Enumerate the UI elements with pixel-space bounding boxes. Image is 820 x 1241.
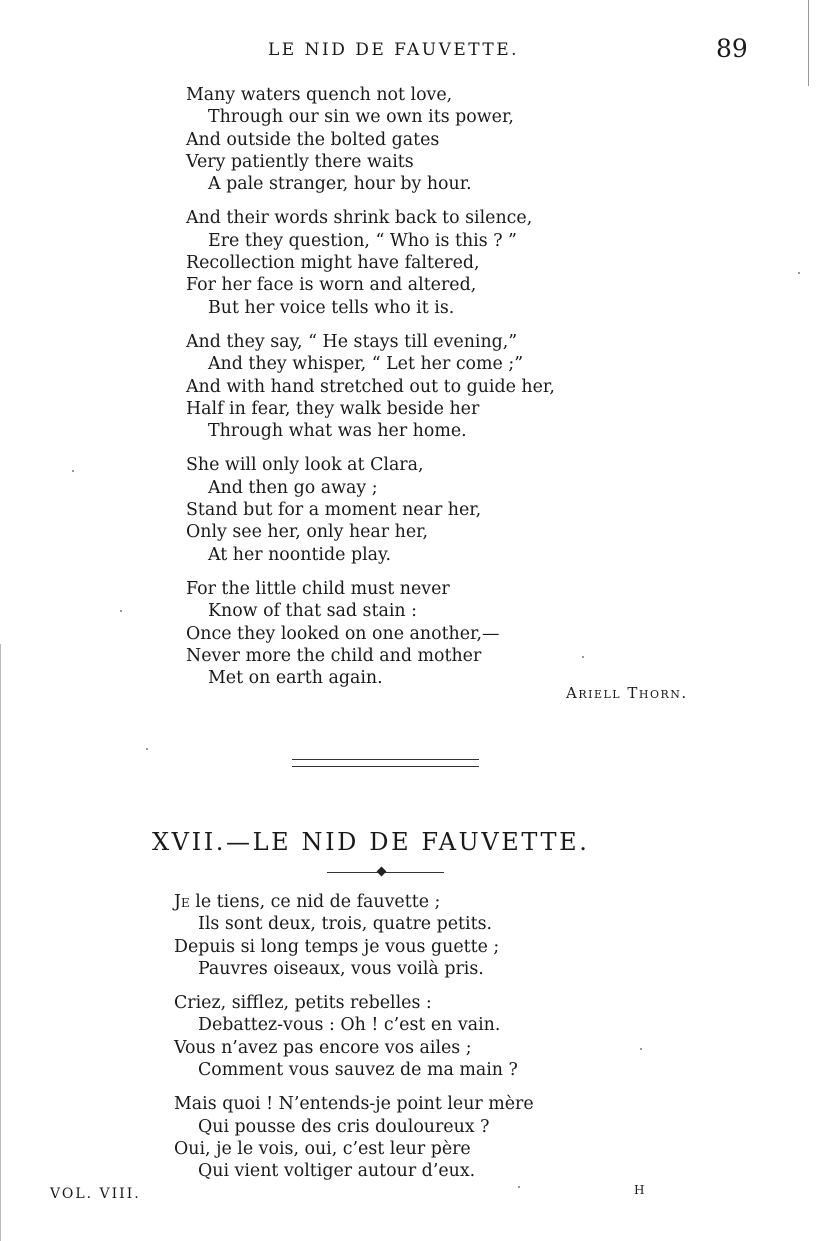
poem-line: Qui vient voltiger autour d’eux. <box>198 1161 476 1182</box>
poem-line: At her noontide play. <box>208 544 392 565</box>
stanza <box>174 1093 534 1182</box>
poem-line: Depuis si long temps je vous guette ; <box>174 936 500 957</box>
poem-line: And then go away ; <box>208 477 378 498</box>
page-number: 89 <box>716 34 748 63</box>
stanza <box>186 454 555 565</box>
chapter-title: XVII.—LE NID DE FAUVETTE. <box>152 828 590 856</box>
poem-line: Half in fear, they walk beside her <box>186 398 480 419</box>
poem-line: Vous n’avez pas encore vos ailes ; <box>174 1037 472 1058</box>
poem-author: Ariell Thorn. <box>566 684 688 702</box>
stanza <box>174 992 534 1081</box>
print-speck <box>120 610 122 612</box>
poem-line: Only see her, only hear her, <box>186 522 429 543</box>
poem-line: A pale stranger, hour by hour. <box>208 174 472 195</box>
poem-line: And their words shrink back to silence, <box>186 208 533 229</box>
section-divider <box>292 759 479 767</box>
poem-line: Through what was her home. <box>208 421 467 442</box>
running-head <box>0 34 820 68</box>
poem-line: And they say, “ He stays till evening,” <box>186 331 518 352</box>
poem-line-text: le tiens, ce nid de fauvette ; <box>189 892 441 912</box>
print-speck <box>518 1186 520 1188</box>
print-speck <box>146 748 148 750</box>
poem-line: Ere they question, “ Who is this ? ” <box>208 230 517 251</box>
poem-line: Pauvres oiseaux, vous voilà pris. <box>198 958 484 979</box>
opening-word: Je <box>174 892 190 912</box>
poem-line: And outside the bolted gates <box>186 129 440 150</box>
title-ornament <box>327 867 444 879</box>
poem-line: Never more the child and mother <box>186 645 482 666</box>
stanza <box>186 331 555 442</box>
poem-line: Through our sin we own its power, <box>208 107 514 128</box>
volume-label: VOL. VIII. <box>50 1186 141 1202</box>
poem-line: Know of that sad stain : <box>208 601 417 622</box>
stanza <box>186 84 555 195</box>
poem-line: And they whisper, “ Let her come ;” <box>208 354 524 375</box>
poem-one <box>186 84 555 689</box>
stanza <box>186 207 555 318</box>
poem-line: She will only look at Clara, <box>186 455 424 476</box>
poem-line: And with hand stretched out to guide her, <box>186 376 555 397</box>
poem-line: Qui pousse des cris douloureux ? <box>198 1116 490 1137</box>
stanza <box>174 891 534 980</box>
print-speck <box>640 1048 642 1050</box>
poem-line: For her face is worn and altered, <box>186 275 477 296</box>
poem-line: Mais quoi ! N’entends-je point leur mère <box>174 1094 534 1115</box>
poem-line: Met on earth again. <box>208 668 383 689</box>
signature-mark: H <box>634 1183 645 1197</box>
poem-line: Stand but for a moment near her, <box>186 500 482 521</box>
poem-line: Once they looked on one another,— <box>186 623 500 644</box>
poem-line: Oui, je le vois, oui, c’est leur père <box>174 1138 471 1159</box>
poem-line: Recollection might have faltered, <box>186 253 480 274</box>
poem-line: Many waters quench not love, <box>186 85 453 105</box>
poem-line: Very patiently there waits <box>186 151 414 172</box>
poem-line: But her voice tells who it is. <box>208 297 455 318</box>
poem-line: Criez, sifflez, petits rebelles : <box>174 993 432 1014</box>
poem-line: For the little child must never <box>186 578 450 599</box>
stanza <box>186 578 555 689</box>
poem-first-line <box>174 891 534 913</box>
print-speck <box>798 272 800 274</box>
poem-line: Comment vous sauvez de ma main ? <box>198 1060 518 1081</box>
poem-line: Debattez-vous : Oh ! c’est en vain. <box>198 1015 501 1036</box>
print-speck <box>72 470 74 472</box>
running-title: LE NID DE FAUVETTE. <box>268 40 520 60</box>
poem-line: Ils sont deux, trois, quatre petits. <box>198 914 493 935</box>
diamond-icon <box>377 867 387 877</box>
gutter-edge-rule <box>0 644 1 1241</box>
print-speck <box>582 656 584 658</box>
poem-two <box>174 891 534 1183</box>
